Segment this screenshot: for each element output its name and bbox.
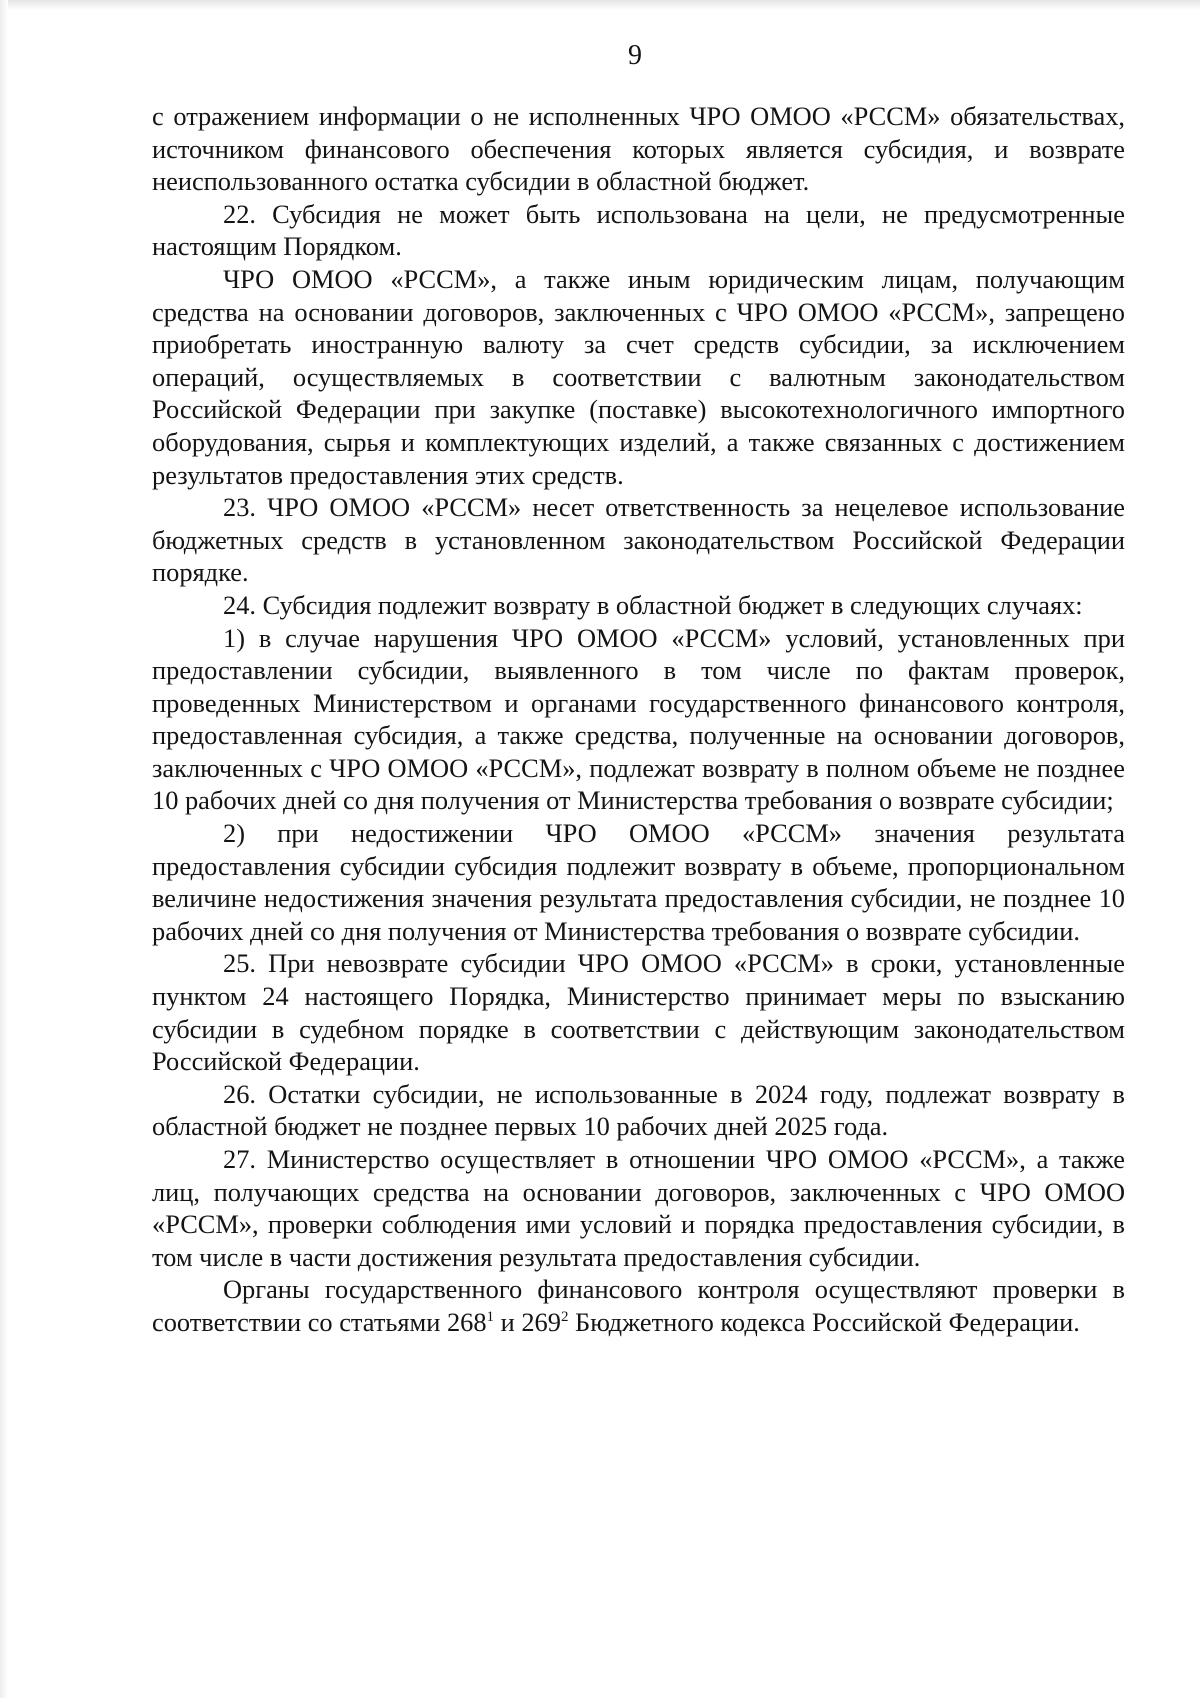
paragraph-item-24: 24. Субсидия подлежит возврату в областной бюджет в следующих случаях:: [223, 589, 1083, 620]
paragraph-item-27: 27. Министерство осуществляет в отношении ЧРО ОМОО «РССМ», а также лиц, получающих средства на основании договоров, заключенных с ЧРО ОМОО «РССМ», проверки соблюдения ими условий и порядка предоставления субсидии, в том числе в части достижения результата предоставления субсидии.: [152, 1144, 1125, 1272]
scan-edge-left: [0, 0, 8, 1698]
paragraph-continuation: с отражением информации о не исполненных ЧРО ОМОО «РССМ» обязательствах, источником финансового обеспечения которых является субсидия, и возврате неиспользованного остатка субсидии в областной бюджет.: [152, 101, 1125, 197]
control-text-part-3: Бюджетного кодекса Российской Федерации.: [568, 1306, 1080, 1337]
superscript-2: 2: [560, 1308, 569, 1325]
paragraph-item-23: 23. ЧРО ОМОО «РССМ» несет ответственность за нецелевое использование бюджетных средств в установленном законодательством Российской Федерации порядке.: [152, 492, 1125, 588]
document-body: [152, 100, 1125, 1339]
control-text-part-1: Органы государственного финансового контроля осуществляют проверки в соответствии со статьями 268: [152, 1274, 1125, 1337]
control-text-part-2: и 269: [494, 1306, 561, 1337]
paragraph-control-bodies: [152, 1273, 1125, 1338]
scan-edge-top: [0, 0, 1200, 10]
paragraph-item-22: 22. Субсидия не может быть использована на цели, не предусмотренные настоящим Порядком.: [152, 198, 1125, 262]
paragraph-item-25: 25. При невозврате субсидии ЧРО ОМОО «РССМ» в сроки, установленные пунктом 24 настоящего Порядка, Министерство принимает меры по взысканию субсидии в судебном порядке в соответствии с действующим законодательством Российской Федерации.: [152, 948, 1125, 1077]
paragraph-item-24-case-2: 2) при недостижении ЧРО ОМОО «РССМ» значения результата предоставления субсидии субсидия подлежит возврату в объеме, пропорциональном величине недостижения значения результата предоставления субсидии, не позднее 10 рабочих дней со дня получения от Министерства требования о возврате субсидии.: [152, 818, 1125, 946]
paragraph-item-26: 26. Остатки субсидии, не использованные в 2024 году, подлежат возврату в областной бюджет не позднее первых 10 рабочих дней 2025 года.: [152, 1078, 1125, 1142]
superscript-1: 1: [486, 1308, 495, 1325]
paragraph-currency-prohibition: ЧРО ОМОО «РССМ», а также иным юридическим лицам, получающим средства на основании договоров, заключенных с ЧРО ОМОО «РССМ», запрещено приобретать иностранную валюту за счет средств субсидии, за исключением операций, осуществляемых в соответствии с валютным законодательством Российской Федерации при закупке (поставке) высокотехнологичного импортного оборудования, сырья и комплектующих изделий, а также связанных с достижением результатов предоставления этих средств.: [152, 263, 1125, 490]
page-number: 9: [628, 40, 642, 71]
paragraph-item-24-case-1: 1) в случае нарушения ЧРО ОМОО «РССМ» условий, установленных при предоставлении субсидии, выявленного в том числе по фактам проверок, проведенных Министерством и органами государственного финансового контроля, предоставленная субсидия, а также средства, полученные на основании договоров, заключенных с ЧРО ОМОО «РССМ», подлежат возврату в полном объеме не позднее 10 рабочих дней со дня получения от Министерства требования о возврате субсидии;: [152, 622, 1125, 816]
